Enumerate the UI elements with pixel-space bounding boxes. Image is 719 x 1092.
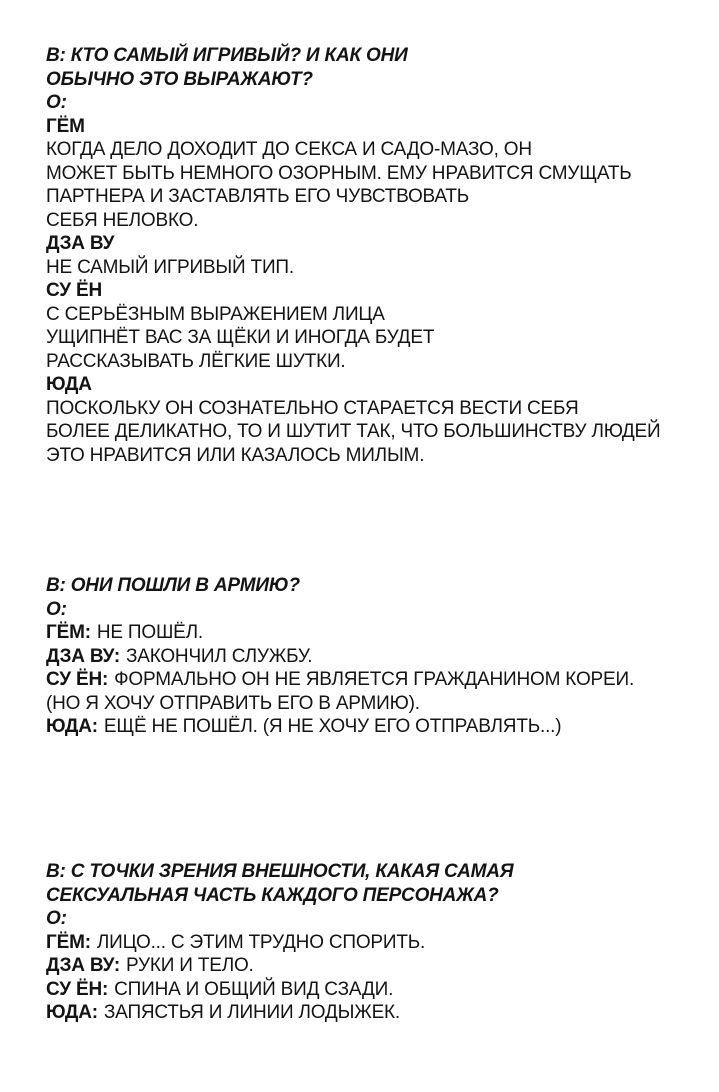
text-line: [46, 978, 689, 1002]
character-name-label: СУ ЁН:: [46, 978, 109, 1000]
text-line: ПАРТНЕРА И ЗАСТАВЛЯТЬ ЕГО ЧУВСТВОВАТЬ: [46, 186, 470, 207]
text-line: [46, 954, 689, 978]
character-name-label: ГЁМ:: [46, 622, 91, 643]
text-line: О:: [46, 598, 67, 620]
answer-text: РУКИ И ТЕЛО.: [125, 955, 254, 976]
answer-text: ЛИЦО... С ЭТИМ ТРУДНО СПОРИТЬ.: [96, 931, 426, 953]
text-line: [46, 621, 689, 645]
answer-text: ЗАКОНЧИЛ СЛУЖБУ.: [125, 645, 313, 667]
text-line: [46, 645, 689, 669]
character-name-label: ДЗА ВУ:: [46, 645, 120, 667]
text-line: [46, 715, 689, 739]
text-line: УЩИПНЁТ ВАС ЗА ЩЁКИ И ИНОГДА БУДЕТ: [46, 327, 435, 348]
answer-text: ЗАПЯСТЬЯ И ЛИНИИ ЛОДЫЖЕК.: [103, 1002, 400, 1023]
answer-text: ФОРМАЛЬНО ОН НЕ ЯВЛЯЕТСЯ ГРАЖДАНИНОМ КОРЕИ.: [114, 669, 635, 690]
text-line: ЭТО НРАВИТСЯ ИЛИ КАЗАЛОСЬ МИЛЫМ.: [46, 444, 425, 466]
text-line: СУ ЁН: [46, 280, 103, 301]
text-line: О:: [46, 92, 67, 113]
text-line: [46, 668, 689, 692]
text-line: МОЖЕТ БЫТЬ НЕМНОГО ОЗОРНЫМ. ЕМУ НРАВИТСЯ СМУЩАТЬ: [46, 162, 632, 184]
qa-section-playfulness: [46, 44, 689, 467]
text-line: О:: [46, 908, 67, 929]
answer-text: СПИНА И ОБЩИЙ ВИД СЗАДИ.: [114, 978, 394, 1000]
answer-text: ЕЩЁ НЕ ПОШЁЛ. (Я НЕ ХОЧУ ЕГО ОТПРАВЛЯТЬ...): [103, 716, 562, 737]
character-name-label: ЮДА:: [46, 716, 98, 737]
text-line: В: С ТОЧКИ ЗРЕНИЯ ВНЕШНОСТИ, КАКАЯ САМАЯ: [46, 861, 514, 882]
character-name-label: ГЁМ:: [46, 931, 91, 953]
text-line: СЕБЯ НЕЛОВКО.: [46, 209, 199, 231]
text-line: (НО Я ХОЧУ ОТПРАВИТЬ ЕГО В АРМИЮ).: [46, 692, 420, 714]
qa-section-sexiest-feature: [46, 860, 689, 1025]
text-line: [46, 931, 689, 955]
character-name-label: СУ ЁН:: [46, 669, 109, 690]
text-line: ГЁМ: [46, 115, 85, 137]
answer-text: НЕ ПОШЁЛ.: [96, 622, 203, 643]
text-line: ЮДА: [46, 374, 92, 395]
text-line: В: КТО САМЫЙ ИГРИВЫЙ? И КАК ОНИ: [46, 45, 408, 66]
text-line: [46, 1001, 689, 1025]
text-line: ПОСКОЛЬКУ ОН СОЗНАТЕЛЬНО СТАРАЕТСЯ ВЕСТИ СЕБЯ: [46, 397, 579, 419]
text-line: В: ОНИ ПОШЛИ В АРМИЮ?: [46, 575, 300, 596]
text-line: КОГДА ДЕЛО ДОХОДИТ ДО СЕКСА И САДО-МАЗО, ОН: [46, 139, 532, 160]
qa-section-army: [46, 574, 689, 739]
character-name-label: ЮДА:: [46, 1002, 98, 1023]
text-line: БОЛЕЕ ДЕЛИКАТНО, ТО И ШУТИТ ТАК, ЧТО БОЛЬШИНСТВУ ЛЮДЕЙ: [46, 421, 661, 442]
text-line: ДЗА ВУ: [46, 233, 115, 254]
text-line: ОБЫЧНО ЭТО ВЫРАЖАЮТ?: [46, 68, 313, 90]
text-line: РАССКАЗЫВАТЬ ЛЁГКИЕ ШУТКИ.: [46, 350, 346, 372]
text-line: НЕ САМЫЙ ИГРИВЫЙ ТИП.: [46, 256, 294, 278]
text-line: СЕКСУАЛЬНАЯ ЧАСТЬ КАЖДОГО ПЕРСОНАЖА?: [46, 884, 499, 906]
text-line: С СЕРЬЁЗНЫМ ВЫРАЖЕНИЕМ ЛИЦА: [46, 303, 385, 325]
character-name-label: ДЗА ВУ:: [46, 955, 120, 976]
